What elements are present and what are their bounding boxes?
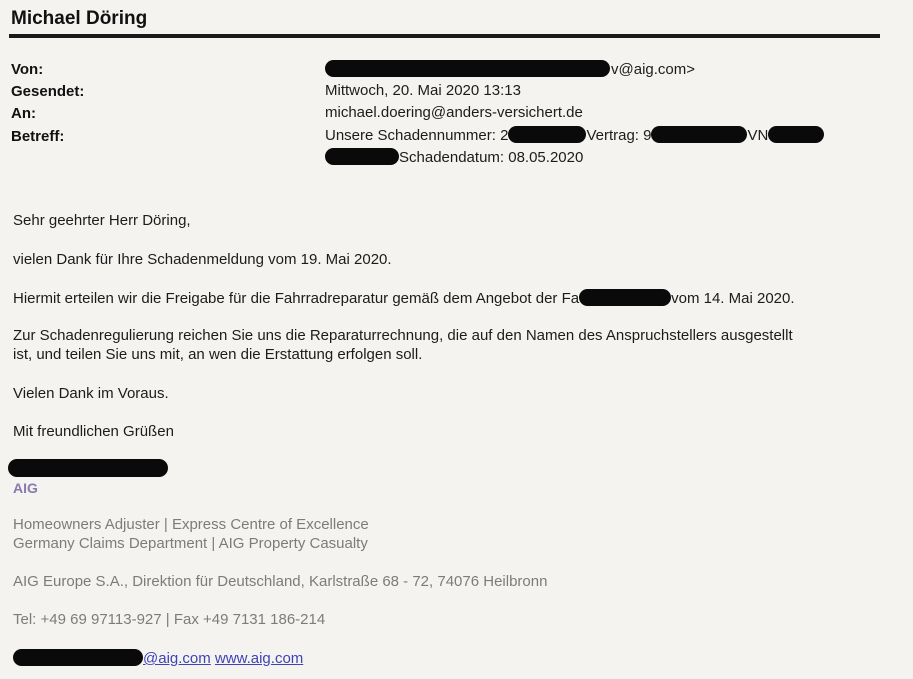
email-link[interactable]: @aig.com — [143, 650, 211, 667]
redaction-bar — [325, 148, 399, 165]
paragraph-thanks: vielen Dank für Ihre Schadenmeldung vom 19. Mai 2020. — [13, 251, 392, 268]
company-name: AIG — [13, 480, 38, 496]
signature-role-line2: Germany Claims Department | AIG Property Casualty — [13, 535, 368, 552]
subject-contract: Vertrag: 9 — [586, 127, 652, 144]
redaction-bar-signer — [8, 459, 168, 477]
header-divider — [9, 34, 880, 38]
sender-name-heading: Michael Döring — [11, 8, 148, 29]
paragraph-approval-date: vom 14. Mai 2020. — [671, 290, 795, 307]
subject-label: Betreff: — [11, 128, 65, 145]
redaction-bar — [651, 126, 747, 143]
subject-value-line2 — [325, 148, 583, 166]
paragraph-approval-text: Hiermit erteilen wir die Freigabe für die Fahrradreparatur gemäß dem Angebot der Fa — [13, 290, 580, 307]
greeting: Sehr geehrter Herr Döring, — [13, 212, 191, 229]
from-label: Von: — [11, 61, 44, 78]
paragraph-thanks-advance: Vielen Dank im Voraus. — [13, 385, 169, 402]
redaction-bar — [508, 126, 586, 143]
paragraph-approval — [13, 289, 795, 307]
redaction-bar — [579, 289, 671, 306]
signature-contact-links — [13, 649, 303, 667]
from-value-text: v@aig.com> — [611, 61, 696, 78]
redaction-bar — [768, 126, 824, 143]
paragraph-instructions-line1: Zur Schadenregulierung reichen Sie uns die Reparaturrechnung, die auf den Namen des Anspruchstellers ausgestellt — [13, 327, 793, 344]
subject-value — [325, 126, 824, 144]
sent-label: Gesendet: — [11, 83, 85, 100]
redaction-bar — [325, 60, 610, 77]
sent-value: Mittwoch, 20. Mai 2020 13:13 — [325, 82, 521, 99]
from-value — [325, 60, 695, 78]
subject-claim-number: Unsere Schadennummer: 2 — [325, 127, 509, 144]
paragraph-instructions-line2: ist, und teilen Sie uns mit, an wen die Erstattung erfolgen soll. — [13, 346, 423, 363]
signature-phone: Tel: +49 69 97113-927 | Fax +49 7131 186-214 — [13, 611, 326, 628]
redaction-bar — [13, 649, 143, 666]
subject-damage-date: Schadendatum: 08.05.2020 — [399, 149, 584, 166]
to-value: michael.doering@anders-versichert.de — [325, 104, 583, 121]
signature-address: AIG Europe S.A., Direktion für Deutschland, Karlstraße 68 - 72, 74076 Heilbronn — [13, 573, 548, 590]
closing: Mit freundlichen Grüßen — [13, 423, 174, 440]
to-label: An: — [11, 105, 36, 122]
website-link[interactable]: www.aig.com — [214, 650, 304, 667]
signature-role-line1: Homeowners Adjuster | Express Centre of Excellence — [13, 516, 369, 533]
subject-policyholder: VN — [747, 127, 769, 144]
